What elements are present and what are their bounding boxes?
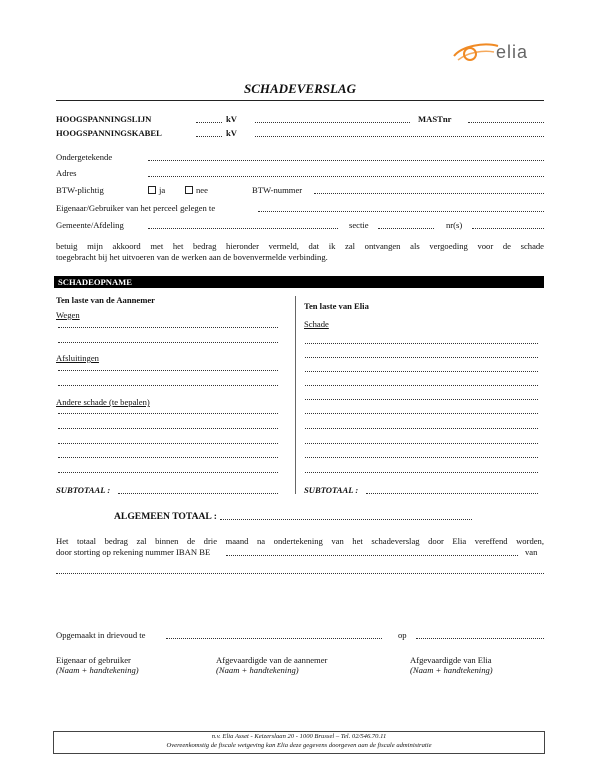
iban-field[interactable] (226, 555, 518, 556)
andere-schade-line[interactable] (58, 457, 278, 458)
label-wegen: Wegen (56, 310, 80, 320)
mastnr-field[interactable] (468, 122, 544, 123)
column-divider (295, 296, 296, 494)
algemeen-totaal-label: ALGEMEEN TOTAAL : (114, 511, 217, 522)
elia-logo (448, 38, 548, 68)
label-btw-plichtig: BTW-plichtig (56, 185, 104, 195)
signature-eigenaar-role: Eigenaar of gebruiker (56, 655, 131, 665)
label-nr: nr(s) (446, 220, 463, 230)
signature-elia-note: (Naam + handtekening) (410, 665, 493, 675)
label-ondergetekende: Ondergetekende (56, 152, 113, 162)
label-mastnr: MASTnr (418, 114, 452, 124)
right-column-title: Ten laste van Elia (304, 301, 369, 311)
footer-line-2: Overeenkomstig de fiscale wetgeving kan Elia deze gegevens doorgeven aan de fiscale administratie (166, 742, 432, 749)
label-andere-schade: Andere schade (te bepalen) (56, 397, 150, 407)
elia-schade-line[interactable] (305, 399, 538, 400)
label-sectie: sectie (349, 220, 369, 230)
label-schade: Schade (304, 319, 329, 329)
kv-lijn-field[interactable] (196, 122, 222, 123)
afsluitingen-line[interactable] (58, 370, 278, 371)
signature-elia-role: Afgevaardigde van Elia (410, 655, 492, 665)
opgemaakt-date-field[interactable] (416, 638, 544, 639)
payment-van: van (525, 547, 538, 557)
afsluitingen-line[interactable] (58, 385, 278, 386)
agreement-line-2: toegebracht bij het uitvoeren van de werken aan de bovenvermelde verbinding. (56, 252, 328, 262)
left-subtotaal-label: SUBTOTAAL : (56, 485, 111, 495)
andere-schade-line[interactable] (58, 428, 278, 429)
page-title: SCHADEVERSLAG (244, 81, 356, 96)
right-subtotaal-field[interactable] (366, 493, 538, 494)
eigenaar-field[interactable] (258, 211, 544, 212)
elia-schade-line[interactable] (305, 428, 538, 429)
label-gemeente: Gemeente/Afdeling (56, 220, 124, 230)
andere-schade-line[interactable] (58, 413, 278, 414)
andere-schade-line[interactable] (58, 472, 278, 473)
opgemaakt-place-field[interactable] (166, 638, 382, 639)
payment-line-1: Het totaal bedrag zal binnen de drie maand na ondertekening van het schadeverslag door Elia vereffend worden, (56, 536, 544, 546)
checkbox-ja-box[interactable] (148, 186, 156, 194)
checkbox-nee-box[interactable] (185, 186, 193, 194)
elia-schade-line[interactable] (305, 413, 538, 414)
wegen-line[interactable] (58, 342, 278, 343)
wegen-line[interactable] (58, 327, 278, 328)
label-opgemaakt: Opgemaakt in drievoud te (56, 630, 146, 640)
label-op: op (398, 630, 407, 640)
schadeopname-heading: SCHADEOPNAME (58, 277, 133, 287)
checkbox-nee-label: nee (196, 185, 208, 195)
nr-field[interactable] (472, 228, 544, 229)
elia-schade-line[interactable] (305, 457, 538, 458)
elia-schade-line[interactable] (305, 357, 538, 358)
payment-line-2: door storting op rekening nummer IBAN BE (56, 547, 211, 557)
elia-logo-text: elia (496, 42, 529, 62)
btw-nummer-field[interactable] (314, 193, 544, 194)
label-kv-1: kV (226, 114, 237, 124)
signature-aannemer-note: (Naam + handtekening) (216, 665, 299, 675)
checkbox-ja[interactable] (148, 185, 165, 195)
sectie-field[interactable] (378, 228, 434, 229)
elia-schade-line[interactable] (305, 472, 538, 473)
elia-schade-line[interactable] (305, 443, 538, 444)
signature-aannemer-role: Afgevaardigde van de aannemer (216, 655, 328, 665)
label-btw-nummer: BTW-nummer (252, 185, 303, 195)
label-eigenaar: Eigenaar/Gebruiker van het perceel gelegen te (56, 203, 216, 213)
gemeente-field[interactable] (148, 228, 338, 229)
elia-schade-line[interactable] (305, 385, 538, 386)
signature-eigenaar-note: (Naam + handtekening) (56, 665, 139, 675)
elia-schade-line[interactable] (305, 343, 538, 344)
footer-line-1: n.v. Elia Asset - Keizerslaan 20 - 1000 Brussel – Tel. 02/546.70.11 (211, 733, 387, 740)
left-subtotaal-field[interactable] (118, 493, 278, 494)
algemeen-totaal-field[interactable] (220, 519, 472, 520)
andere-schade-line[interactable] (58, 443, 278, 444)
kabel-name-field[interactable] (255, 136, 544, 137)
agreement-line-1: betuig mijn akkoord met het bedrag hieronder vermeld, dat ik zal ontvangen als vergoeding voor de schade (56, 241, 544, 251)
label-adres: Adres (56, 168, 77, 178)
adres-field[interactable] (148, 176, 544, 177)
checkbox-ja-label: ja (159, 185, 166, 195)
title-divider (56, 100, 544, 101)
checkbox-nee[interactable] (185, 185, 208, 195)
label-hoogspanningskabel: HOOGSPANNINGSKABEL (56, 128, 162, 138)
ondergetekende-field[interactable] (148, 160, 544, 161)
kv-kabel-field[interactable] (196, 136, 222, 137)
lijn-name-field[interactable] (255, 122, 410, 123)
account-holder-field[interactable] (56, 573, 544, 574)
right-subtotaal-label: SUBTOTAAL : (304, 485, 359, 495)
label-hoogspanningslijn: HOOGSPANNINGSLIJN (56, 114, 152, 124)
label-afsluitingen: Afsluitingen (56, 353, 99, 363)
left-column-title: Ten laste van de Aannemer (56, 295, 155, 305)
elia-schade-line[interactable] (305, 371, 538, 372)
label-kv-2: kV (226, 128, 237, 138)
